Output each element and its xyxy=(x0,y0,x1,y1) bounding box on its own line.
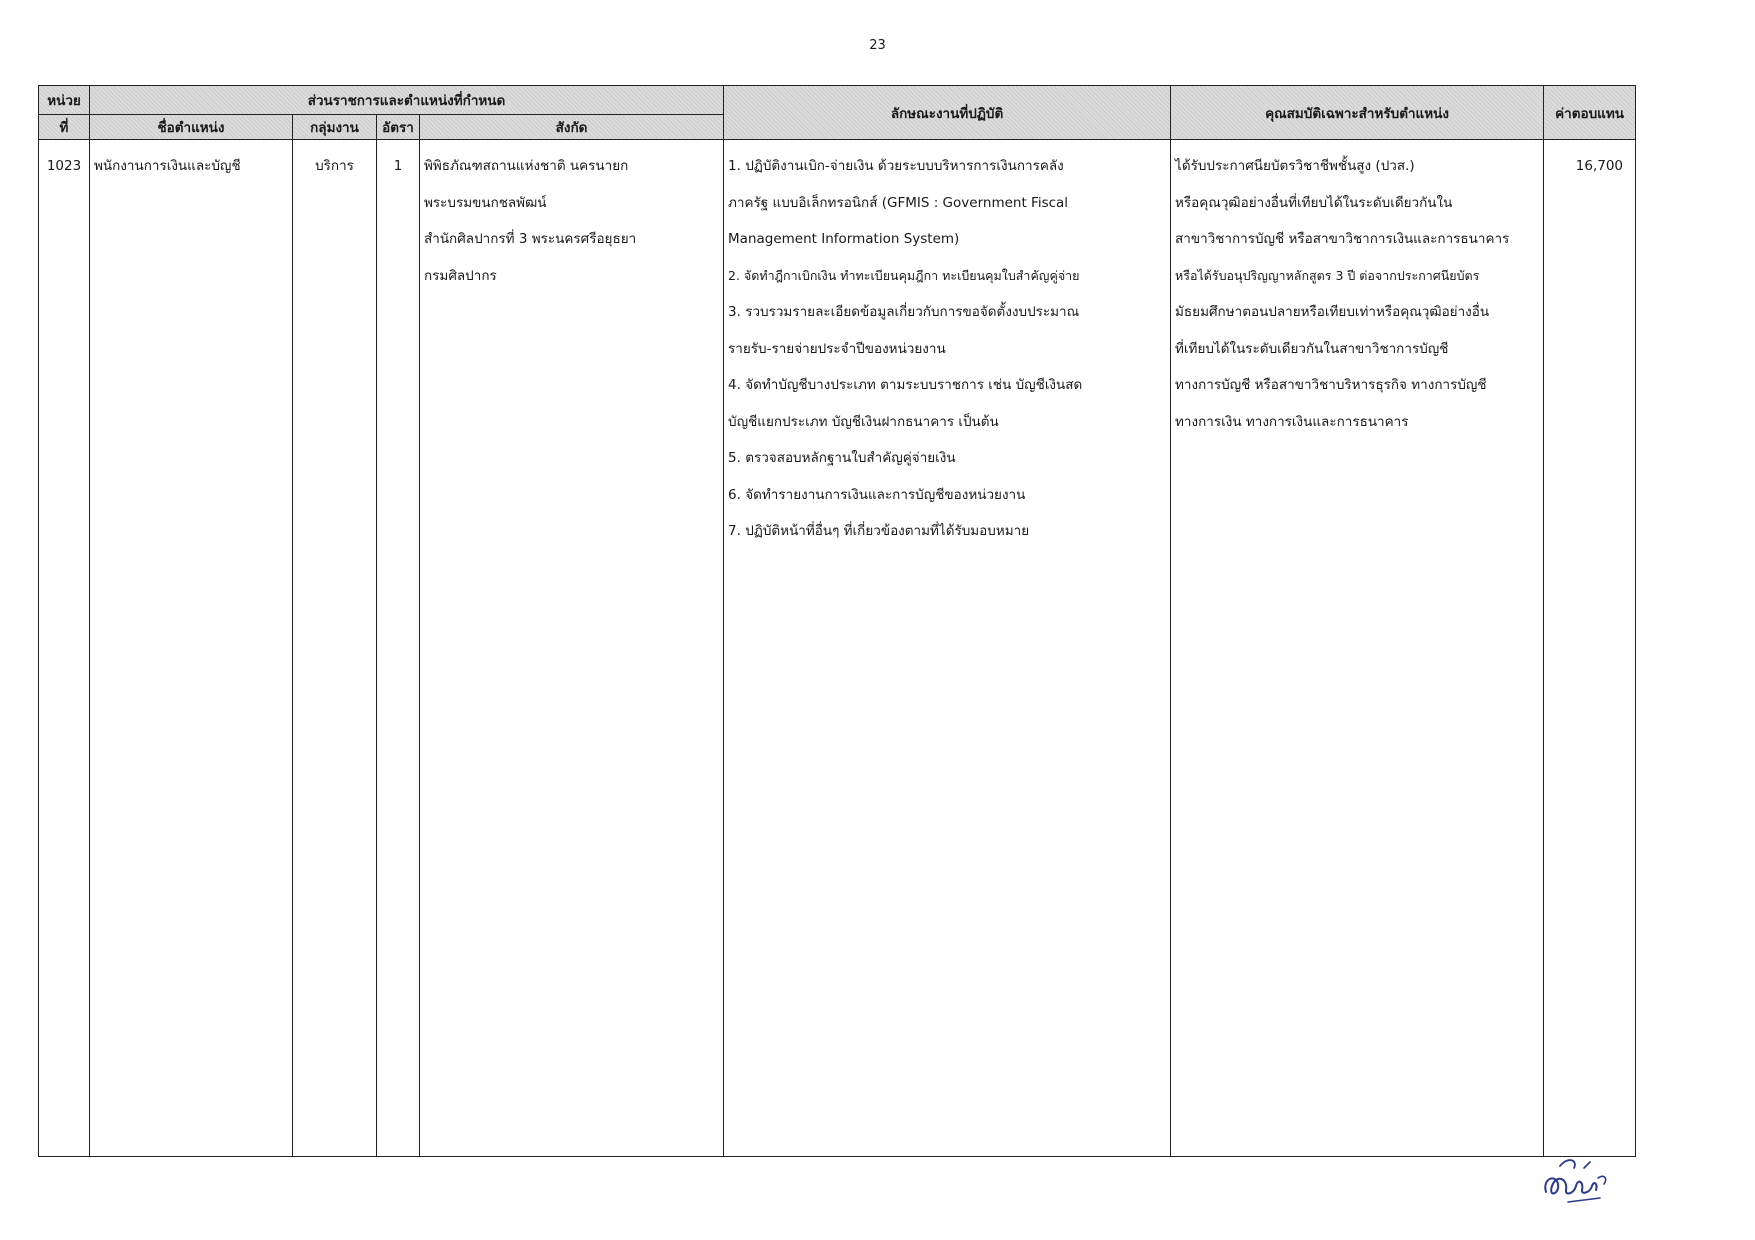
qualification-line: หรือคุณวุฒิอย่างอื่นที่เทียบได้ในระดับเดียวกันใน xyxy=(1175,194,1453,211)
affiliation-line: สำนักศิลปากรที่ 3 พระนครศรีอยุธยา xyxy=(424,231,637,247)
duty-line: บัญชีแยกประเภท บัญชีเงินฝากธนาคาร เป็นต้น xyxy=(728,413,999,430)
signature-icon xyxy=(1538,1148,1618,1208)
header-work-group: กลุ่มงาน xyxy=(293,115,377,140)
header-compensation: ค่าตอบแทน xyxy=(1544,86,1636,140)
rate-value: 1 xyxy=(393,158,403,174)
duty-line: Management Information System) xyxy=(728,231,960,247)
header-group-title: ส่วนราชการและตำแหน่งที่กำหนด xyxy=(90,86,724,115)
cell-rate xyxy=(377,140,420,1157)
qualification-line: สาขาวิชาการบัญชี หรือสาขาวิชาการเงินและการธนาคาร xyxy=(1175,231,1510,247)
duty-line: ภาครัฐ แบบอิเล็กทรอนิกส์ (GFMIS : Government Fiscal xyxy=(728,194,1069,211)
cell-position-name xyxy=(90,140,293,1157)
compensation-value: 16,700 xyxy=(1575,158,1624,174)
duty-line: 5. ตรวจสอบหลักฐานใบสำคัญคู่จ่ายเงิน xyxy=(728,450,956,466)
duty-line: 2. จัดทำฎีกาเบิกเงิน ทำทะเบียนคุมฎีกา ทะเบียนคุมใบสำคัญคู่จ่าย xyxy=(728,267,1080,283)
header-qualifications: คุณสมบัติเฉพาะสำหรับตำแหน่ง xyxy=(1171,86,1544,140)
duty-line: 1. ปฏิบัติงานเบิก-จ่ายเงิน ด้วยระบบบริหารการเงินการคลัง xyxy=(728,158,1064,174)
cell-qualifications xyxy=(1171,140,1544,1157)
qualification-line: หรือได้รับอนุปริญญาหลักสูตร 3 ปี ต่อจากประกาศนียบัตร xyxy=(1175,267,1480,283)
header-rate: อัตรา xyxy=(377,115,420,140)
affiliation-line: กรมศิลปากร xyxy=(424,267,497,284)
unit-no-value: 1023 xyxy=(46,158,82,174)
cell-duties xyxy=(724,140,1171,1157)
qualification-line: มัธยมศึกษาตอนปลายหรือเทียบเท่าหรือคุณวุฒิอย่างอื่น xyxy=(1175,304,1490,320)
duty-line: 4. จัดทำบัญชีบางประเภท ตามระบบราชการ เช่น บัญชีเงินสด xyxy=(728,377,1083,393)
position-name-value: พนักงานการเงินและบัญชี xyxy=(94,158,241,174)
work-group-value: บริการ xyxy=(315,158,354,174)
duty-line: รายรับ-รายจ่ายประจำปีของหน่วยงาน xyxy=(728,340,946,357)
header-affiliation: สังกัด xyxy=(420,115,724,140)
header-unit-no-line2: ที่ xyxy=(39,115,90,140)
qualification-line: ทางการบัญชี หรือสาขาวิชาบริหารธุรกิจ ทางการบัญชี xyxy=(1175,377,1487,393)
qualification-line: ได้รับประกาศนียบัตรวิชาชีพชั้นสูง (ปวส.) xyxy=(1175,158,1415,174)
table-row xyxy=(39,140,1636,1157)
page-number: 23 xyxy=(869,38,886,53)
cell-unit-no xyxy=(39,140,90,1157)
cell-work-group xyxy=(293,140,377,1157)
duty-line: 7. ปฏิบัติหน้าที่อื่นๆ ที่เกี่ยวข้องตามที่ได้รับมอบหมาย xyxy=(728,523,1030,539)
cell-affiliation xyxy=(420,140,724,1157)
duty-line: 3. รวบรวมรายละเอียดข้อมูลเกี่ยวกับการขอจัดตั้งงบประมาณ xyxy=(728,304,1080,320)
affiliation-line: พิพิธภัณฑสถานแห่งชาติ นครนายก xyxy=(424,158,629,174)
header-duties: ลักษณะงานที่ปฏิบัติ xyxy=(724,86,1171,140)
header-position-name: ชื่อตำแหน่ง xyxy=(90,115,293,140)
header-unit-no-line1: หน่วย xyxy=(39,86,90,115)
qualification-line: ที่เทียบได้ในระดับเดียวกันในสาขาวิชาการบัญชี xyxy=(1175,340,1449,357)
affiliation-line: พระบรมขนกชลพัฒน์ xyxy=(424,194,547,211)
qualification-line: ทางการเงิน ทางการเงินและการธนาคาร xyxy=(1175,413,1409,430)
position-table xyxy=(38,85,1636,1157)
duty-line: 6. จัดทำรายงานการเงินและการบัญชีของหน่วยงาน xyxy=(728,486,1026,503)
cell-compensation xyxy=(1544,140,1636,1157)
